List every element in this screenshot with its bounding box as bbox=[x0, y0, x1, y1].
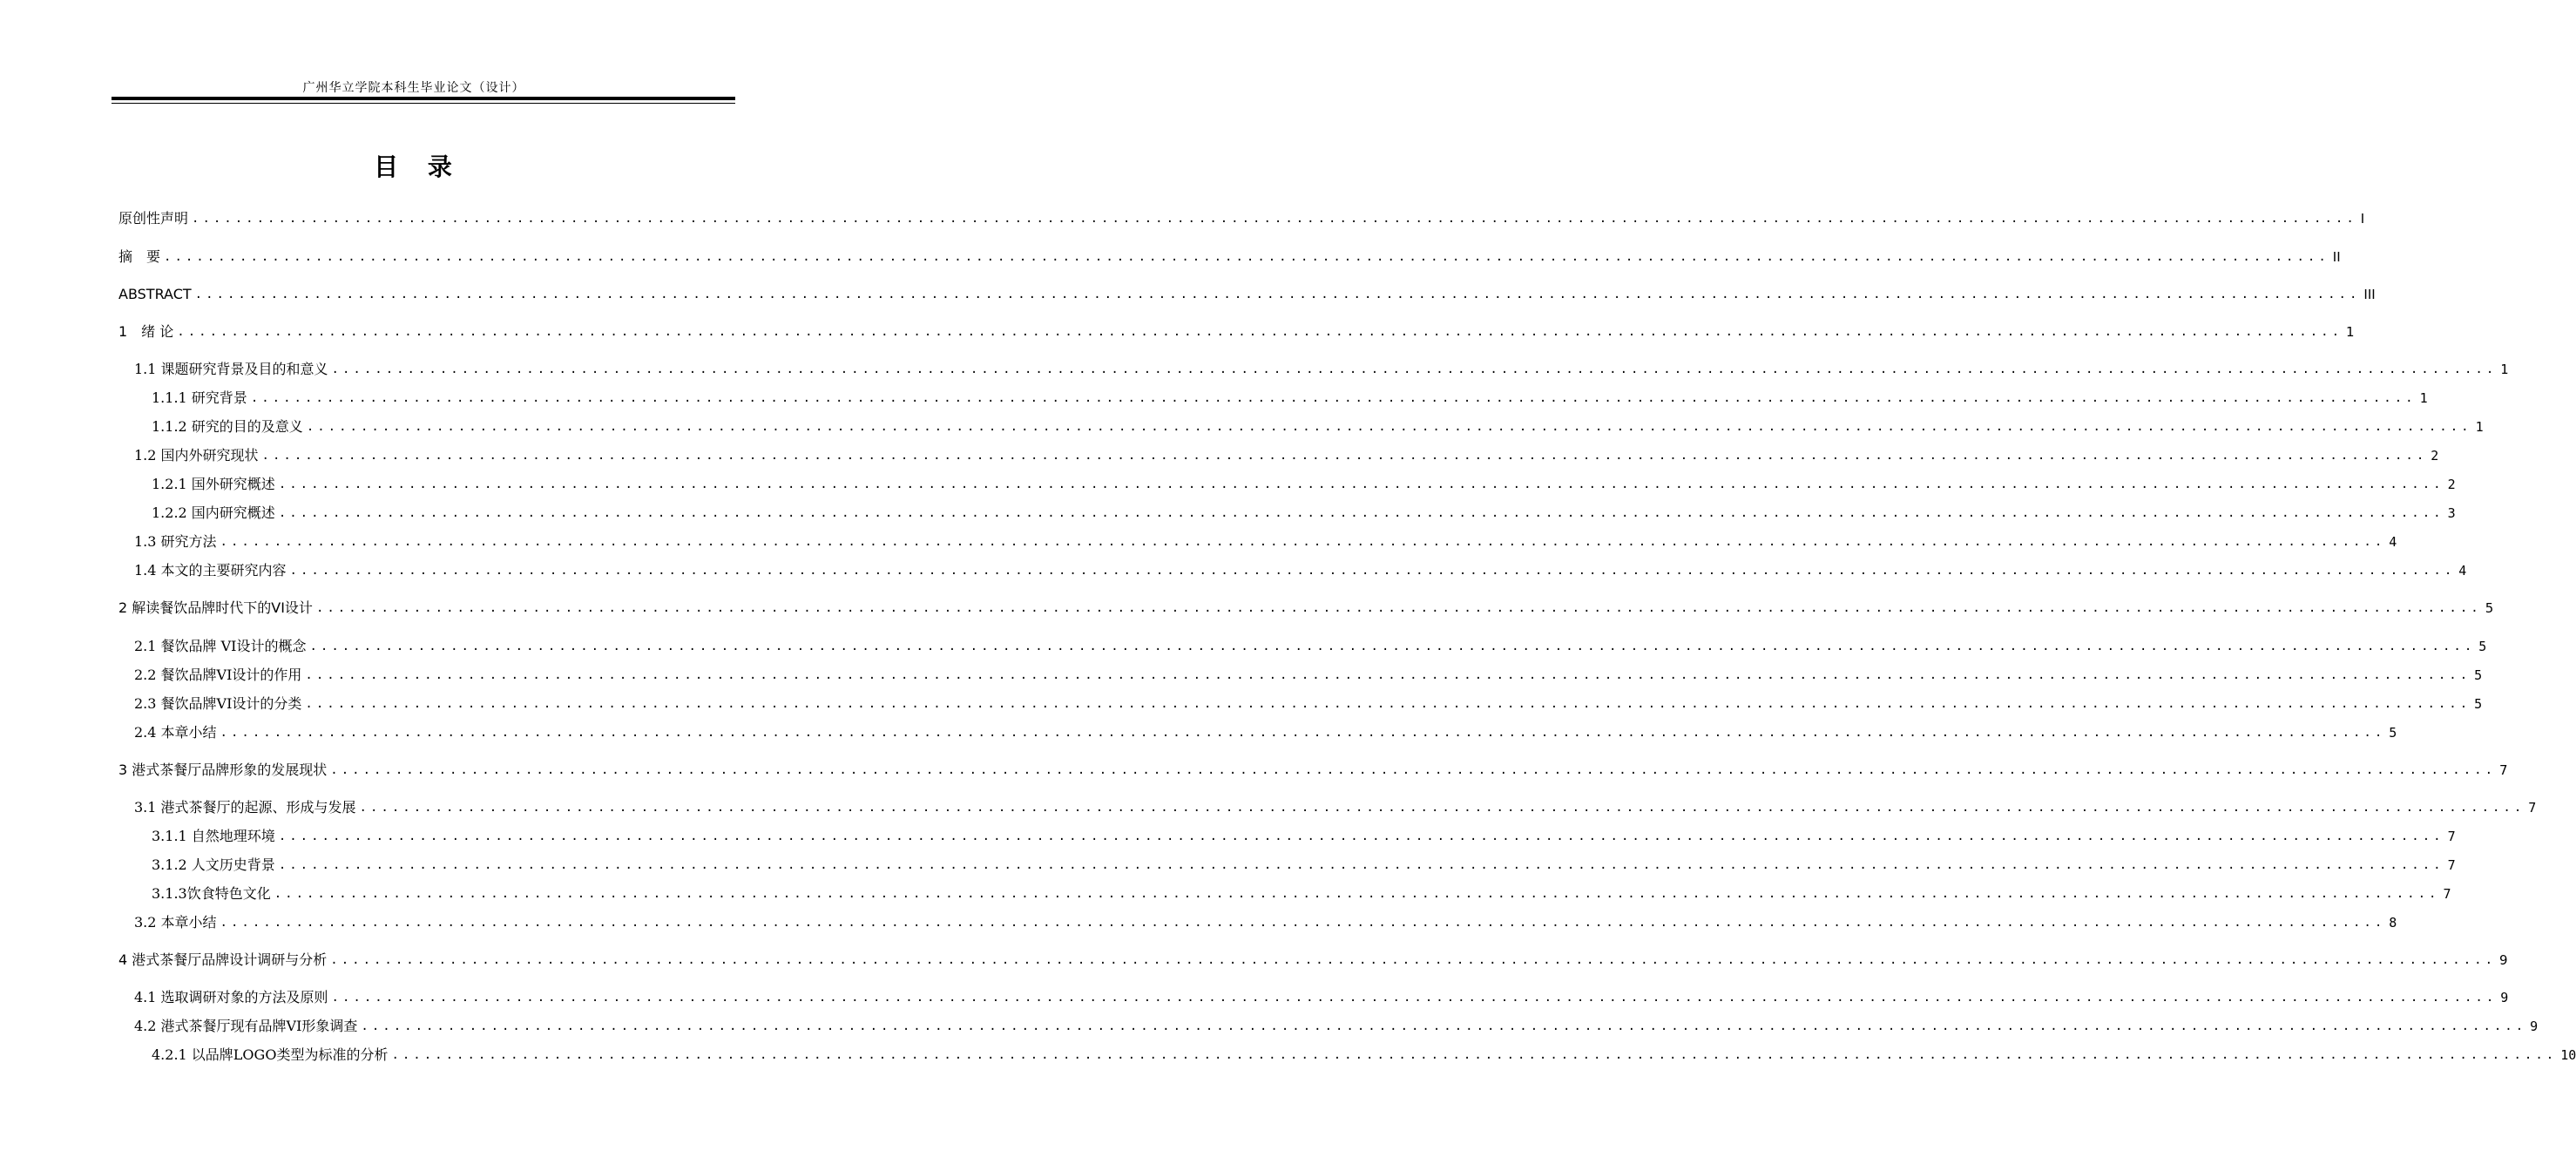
toc-leader-dots: ........................................................................................................................................................................................................ bbox=[331, 362, 2498, 376]
toc-entry-page: 2 bbox=[2447, 477, 2456, 492]
toc-entry-page: 5 bbox=[2485, 600, 2494, 616]
toc-entry[interactable] bbox=[118, 821, 2456, 845]
toc-entry[interactable] bbox=[118, 755, 2508, 779]
toc-entry[interactable] bbox=[118, 688, 2483, 713]
toc-entry-page: 7 bbox=[2443, 886, 2451, 902]
page-title: 目 录 bbox=[374, 152, 454, 181]
toc-entry[interactable] bbox=[118, 944, 2508, 969]
toc-entry-label: 2 解读餐饮品牌时代下的VI设计 bbox=[118, 599, 313, 616]
toc-entry-label: 4.1 选取调研对象的方法及原则 bbox=[134, 989, 328, 1005]
toc-leader-dots: ........................................................................................................................................................................................................ bbox=[220, 726, 2386, 740]
toc-leader-dots: ........................................................................................................................................................................................................ bbox=[305, 668, 2471, 682]
toc-entry[interactable] bbox=[118, 279, 2376, 303]
toc-entry[interactable] bbox=[118, 907, 2397, 931]
toc-entry-page: 3 bbox=[2447, 505, 2456, 521]
toc-entry-label: ABSTRACT bbox=[118, 286, 192, 302]
toc-entry-label: 3.1.2 人文历史背景 bbox=[152, 856, 275, 873]
toc-entry-page: 7 bbox=[2499, 762, 2508, 778]
toc-leader-dots: ........................................................................................................................................................................................................ bbox=[220, 916, 2386, 930]
header-text: 广州华立学院本科生毕业论文（设计） bbox=[302, 81, 525, 95]
toc-entry-label: 2.1 餐饮品牌 VI设计的概念 bbox=[134, 638, 307, 654]
toc-entry-page: 1 bbox=[2500, 362, 2509, 377]
toc-entry[interactable] bbox=[118, 526, 2397, 551]
toc-entry-label: 1.4 本文的主要研究内容 bbox=[134, 562, 287, 579]
header-rule-thin bbox=[112, 103, 735, 104]
toc-entry-page: 10 bbox=[2560, 1047, 2576, 1063]
toc-leader-dots: ........................................................................................................................................................................................................ bbox=[278, 477, 2444, 491]
toc-entry-page: 1 bbox=[2346, 324, 2355, 340]
toc-entry[interactable] bbox=[118, 878, 2451, 903]
toc-entry[interactable] bbox=[118, 241, 2341, 266]
toc-entry-page: III bbox=[2363, 287, 2376, 302]
toc-entry-page: 1 bbox=[2475, 419, 2484, 435]
toc-entry-page: 7 bbox=[2528, 800, 2537, 816]
toc-entry[interactable] bbox=[118, 411, 2484, 436]
toc-entry-page: 7 bbox=[2447, 829, 2456, 844]
toc-entry-label: 2.3 餐饮品牌VI设计的分类 bbox=[134, 695, 302, 712]
toc-entry-page: 2 bbox=[2431, 448, 2439, 464]
toc-entry-label: 4.2 港式茶餐厅现有品牌VI形象调查 bbox=[134, 1018, 358, 1034]
toc-entry[interactable] bbox=[118, 382, 2428, 407]
toc-entry-label: 4.2.1 以品牌LOGO类型为标准的分析 bbox=[152, 1046, 389, 1063]
toc-entry[interactable] bbox=[118, 203, 2365, 227]
toc-leader-dots: ........................................................................................................................................................................................................ bbox=[220, 535, 2386, 549]
toc-entry-label: 1.3 研究方法 bbox=[134, 533, 217, 550]
toc-leader-dots: ........................................................................................................................................................................................................ bbox=[194, 288, 2361, 301]
toc-entry[interactable] bbox=[118, 849, 2456, 874]
toc-entry[interactable] bbox=[118, 1011, 2539, 1035]
toc-entry-label: 1.2 国内外研究现状 bbox=[134, 447, 259, 464]
toc-leader-dots: ........................................................................................................................................................................................................ bbox=[192, 212, 2357, 226]
toc-leader-dots: ........................................................................................................................................................................................................ bbox=[309, 640, 2476, 653]
toc-leader-dots: ........................................................................................................................................................................................................ bbox=[177, 325, 2343, 339]
toc-entry-label: 3 港式茶餐厅品牌形象的发展现状 bbox=[118, 761, 328, 778]
toc-entry[interactable] bbox=[118, 792, 2537, 816]
toc-entry-page: 5 bbox=[2389, 725, 2397, 741]
toc-entry-page: 5 bbox=[2478, 639, 2487, 654]
toc-entry-label: 摘 要 bbox=[118, 248, 161, 265]
toc-entry-label: 4 港式茶餐厅品牌设计调研与分析 bbox=[118, 951, 328, 968]
toc-leader-dots: ........................................................................................................................................................................................................ bbox=[278, 858, 2444, 872]
header-rule-thick bbox=[112, 97, 735, 100]
toc-entry-label: 1.2.2 国内研究概述 bbox=[152, 504, 275, 521]
toc-leader-dots: ........................................................................................................................................................................................................ bbox=[391, 1048, 2558, 1062]
toc-entry[interactable] bbox=[118, 440, 2439, 464]
toc-entry[interactable] bbox=[118, 1039, 2576, 1064]
toc-entry-page: 9 bbox=[2500, 990, 2509, 1005]
toc-leader-dots: ........................................................................................................................................................................................................ bbox=[261, 449, 2428, 463]
toc-leader-dots: ........................................................................................................................................................................................................ bbox=[330, 953, 2497, 967]
toc-entry-page: I bbox=[2360, 211, 2365, 227]
toc-leader-dots: ........................................................................................................................................................................................................ bbox=[306, 420, 2472, 434]
toc-entry-label: 3.1.1 自然地理环境 bbox=[152, 828, 275, 844]
toc-entry-label: 1.2.1 国外研究概述 bbox=[152, 476, 275, 492]
toc-entry-label: 原创性声明 bbox=[118, 210, 189, 227]
toc-entry-page: 9 bbox=[2499, 952, 2508, 968]
toc-entry-page: II bbox=[2332, 249, 2341, 265]
toc-entry-page: 7 bbox=[2447, 857, 2456, 873]
toc-entry-label: 1.1.2 研究的目的及意义 bbox=[152, 418, 303, 435]
toc-entry-page: 4 bbox=[2458, 563, 2467, 579]
toc-entry[interactable] bbox=[118, 316, 2355, 341]
toc-entry-page: 4 bbox=[2389, 534, 2397, 550]
toc-leader-dots: ........................................................................................................................................................................................................ bbox=[289, 564, 2456, 578]
toc-entry[interactable] bbox=[118, 631, 2487, 655]
toc-leader-dots: ........................................................................................................................................................................................................ bbox=[315, 601, 2482, 615]
toc-leader-dots: ........................................................................................................................................................................................................ bbox=[278, 829, 2444, 843]
toc-entry-label: 3.1.3饮食特色文化 bbox=[152, 885, 271, 902]
toc-entry[interactable] bbox=[118, 982, 2509, 1006]
toc-entry-label: 1.1 课题研究背景及目的和意义 bbox=[134, 361, 328, 377]
toc-leader-dots: ........................................................................................................................................................................................................ bbox=[250, 391, 2417, 405]
toc-entry-label: 1 绪 论 bbox=[118, 323, 174, 340]
toc-entry[interactable] bbox=[118, 354, 2509, 378]
toc-entry-page: 8 bbox=[2389, 915, 2397, 931]
toc-leader-dots: ........................................................................................................................................................................................................ bbox=[361, 1019, 2527, 1033]
toc-entry[interactable] bbox=[118, 555, 2467, 579]
toc-entry-label: 1.1.1 研究背景 bbox=[152, 389, 247, 406]
toc-leader-dots: ........................................................................................................................................................................................................ bbox=[331, 991, 2498, 1005]
toc-entry-page: 5 bbox=[2474, 667, 2483, 683]
toc-leader-dots: ........................................................................................................................................................................................................ bbox=[278, 506, 2444, 520]
toc-entry-page: 5 bbox=[2474, 696, 2483, 712]
toc-entry-label: 3.1 港式茶餐厅的起源、形成与发展 bbox=[134, 799, 356, 816]
toc-entry[interactable] bbox=[118, 592, 2494, 617]
toc-entry-page: 9 bbox=[2530, 1019, 2539, 1034]
toc-entry[interactable] bbox=[118, 469, 2456, 493]
toc-leader-dots: ........................................................................................................................................................................................................ bbox=[274, 887, 2440, 901]
toc-leader-dots: ........................................................................................................................................................................................................ bbox=[330, 763, 2497, 777]
toc-entry-label: 2.4 本章小结 bbox=[134, 724, 217, 741]
toc-entry[interactable] bbox=[118, 660, 2483, 684]
toc-entry-label: 2.2 餐饮品牌VI设计的作用 bbox=[134, 667, 302, 683]
toc-leader-dots: ........................................................................................................................................................................................................ bbox=[164, 250, 2329, 264]
toc-entry-page: 1 bbox=[2419, 390, 2428, 406]
toc-leader-dots: ........................................................................................................................................................................................................ bbox=[305, 697, 2471, 711]
toc-entry-label: 3.2 本章小结 bbox=[134, 914, 217, 931]
toc-entry[interactable] bbox=[118, 717, 2397, 741]
toc-leader-dots: ........................................................................................................................................................................................................ bbox=[359, 801, 2525, 815]
toc-entry[interactable] bbox=[118, 498, 2456, 522]
